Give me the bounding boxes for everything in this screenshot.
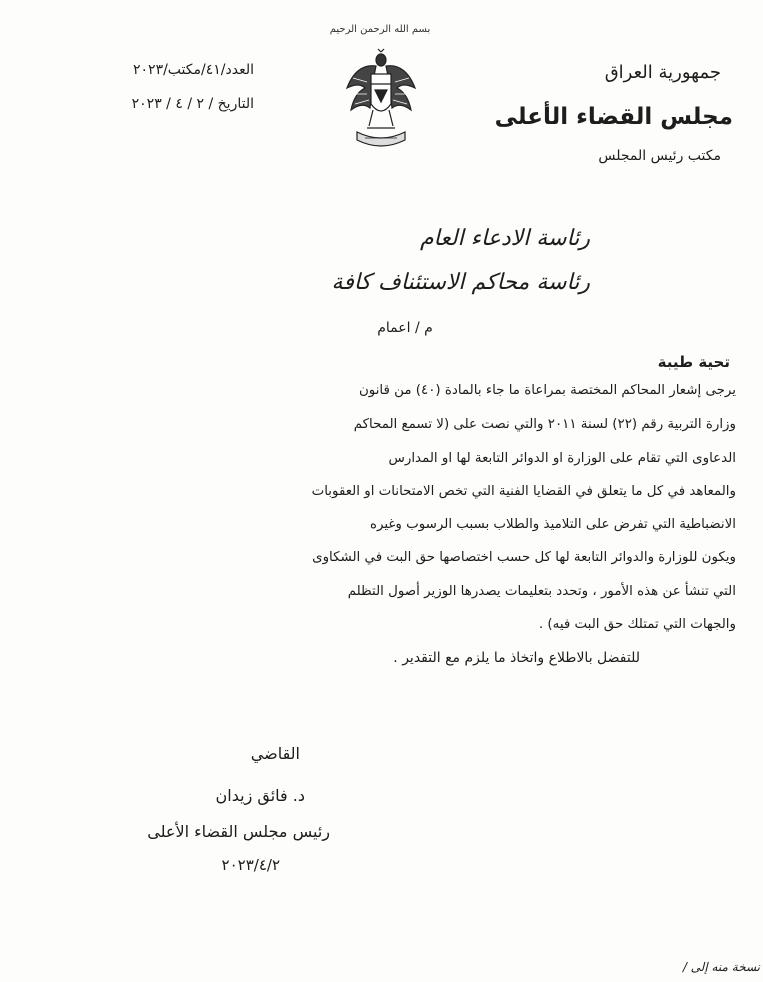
body-line: وزارة التربية رقم (٢٢) لسنة ٢٠١١ والتي نصت على (لا تسمع المحاكم (353, 417, 736, 432)
basmala: بسم الله الرحمن الرحيم (329, 24, 431, 35)
addressee-public-prosecution: رئاسة الادعاء العام (419, 226, 590, 251)
signatory-role: رئيس مجلس القضاء الأعلى (147, 822, 330, 841)
addressee-appeal-courts: رئاسة محاكم الاستئناف كافة (331, 270, 590, 295)
office-name: مكتب رئيس المجلس (598, 148, 721, 164)
closing-line: للتفضل بالاطلاع واتخاذ ما يلزم مع التقدير . (393, 650, 640, 666)
body-line: التي تنشأ عن هذه الأمور ، وتحدد بتعليمات يصدرها الوزير أصول التظلم (347, 584, 736, 599)
reference-number: العدد/٤١/مكتب/٢٠٢٣ (133, 62, 254, 78)
body-line: الدعاوى التي تقام على الوزارة او الدوائر التابعة لها او المدارس (388, 451, 736, 466)
body-line: والجهات التي تمتلك حق البت فيه) . (538, 617, 736, 632)
greeting: تحية طيبة (657, 353, 730, 371)
signature-date: ٢٠٢٣/٤/٢ (221, 856, 280, 874)
body-line: والمعاهد في كل ما يتعلق في القضايا الفنية التي تخص الامتحانات او العقوبات (311, 484, 736, 499)
iraq-eagle-emblem-icon (343, 48, 419, 160)
copy-to-note: نسخة منه إلى / (682, 960, 760, 974)
signatory-title: القاضي (250, 744, 300, 763)
body-line: الانضباطية التي تفرض على التلاميذ والطلاب بسبب الرسوب وغيره (369, 517, 736, 532)
body-line: يرجى إشعار المحاكم المختصة بمراعاة ما جاء بالمادة (٤٠) من قانون (358, 383, 736, 398)
council-name: مجلس القضاء الأعلى (494, 104, 733, 130)
letter-date: التاريخ / ٢ / ٤ / ٢٠٢٣ (131, 96, 254, 112)
body-line: ويكون للوزارة والدوائر التابعة لها كل حسب اختصاصها حق البت في الشكاوى (312, 550, 736, 565)
country-name: جمهورية العراق (604, 62, 721, 83)
subject-line: م / اعمام (377, 320, 433, 336)
signatory-name: د. فائق زيدان (215, 786, 305, 805)
